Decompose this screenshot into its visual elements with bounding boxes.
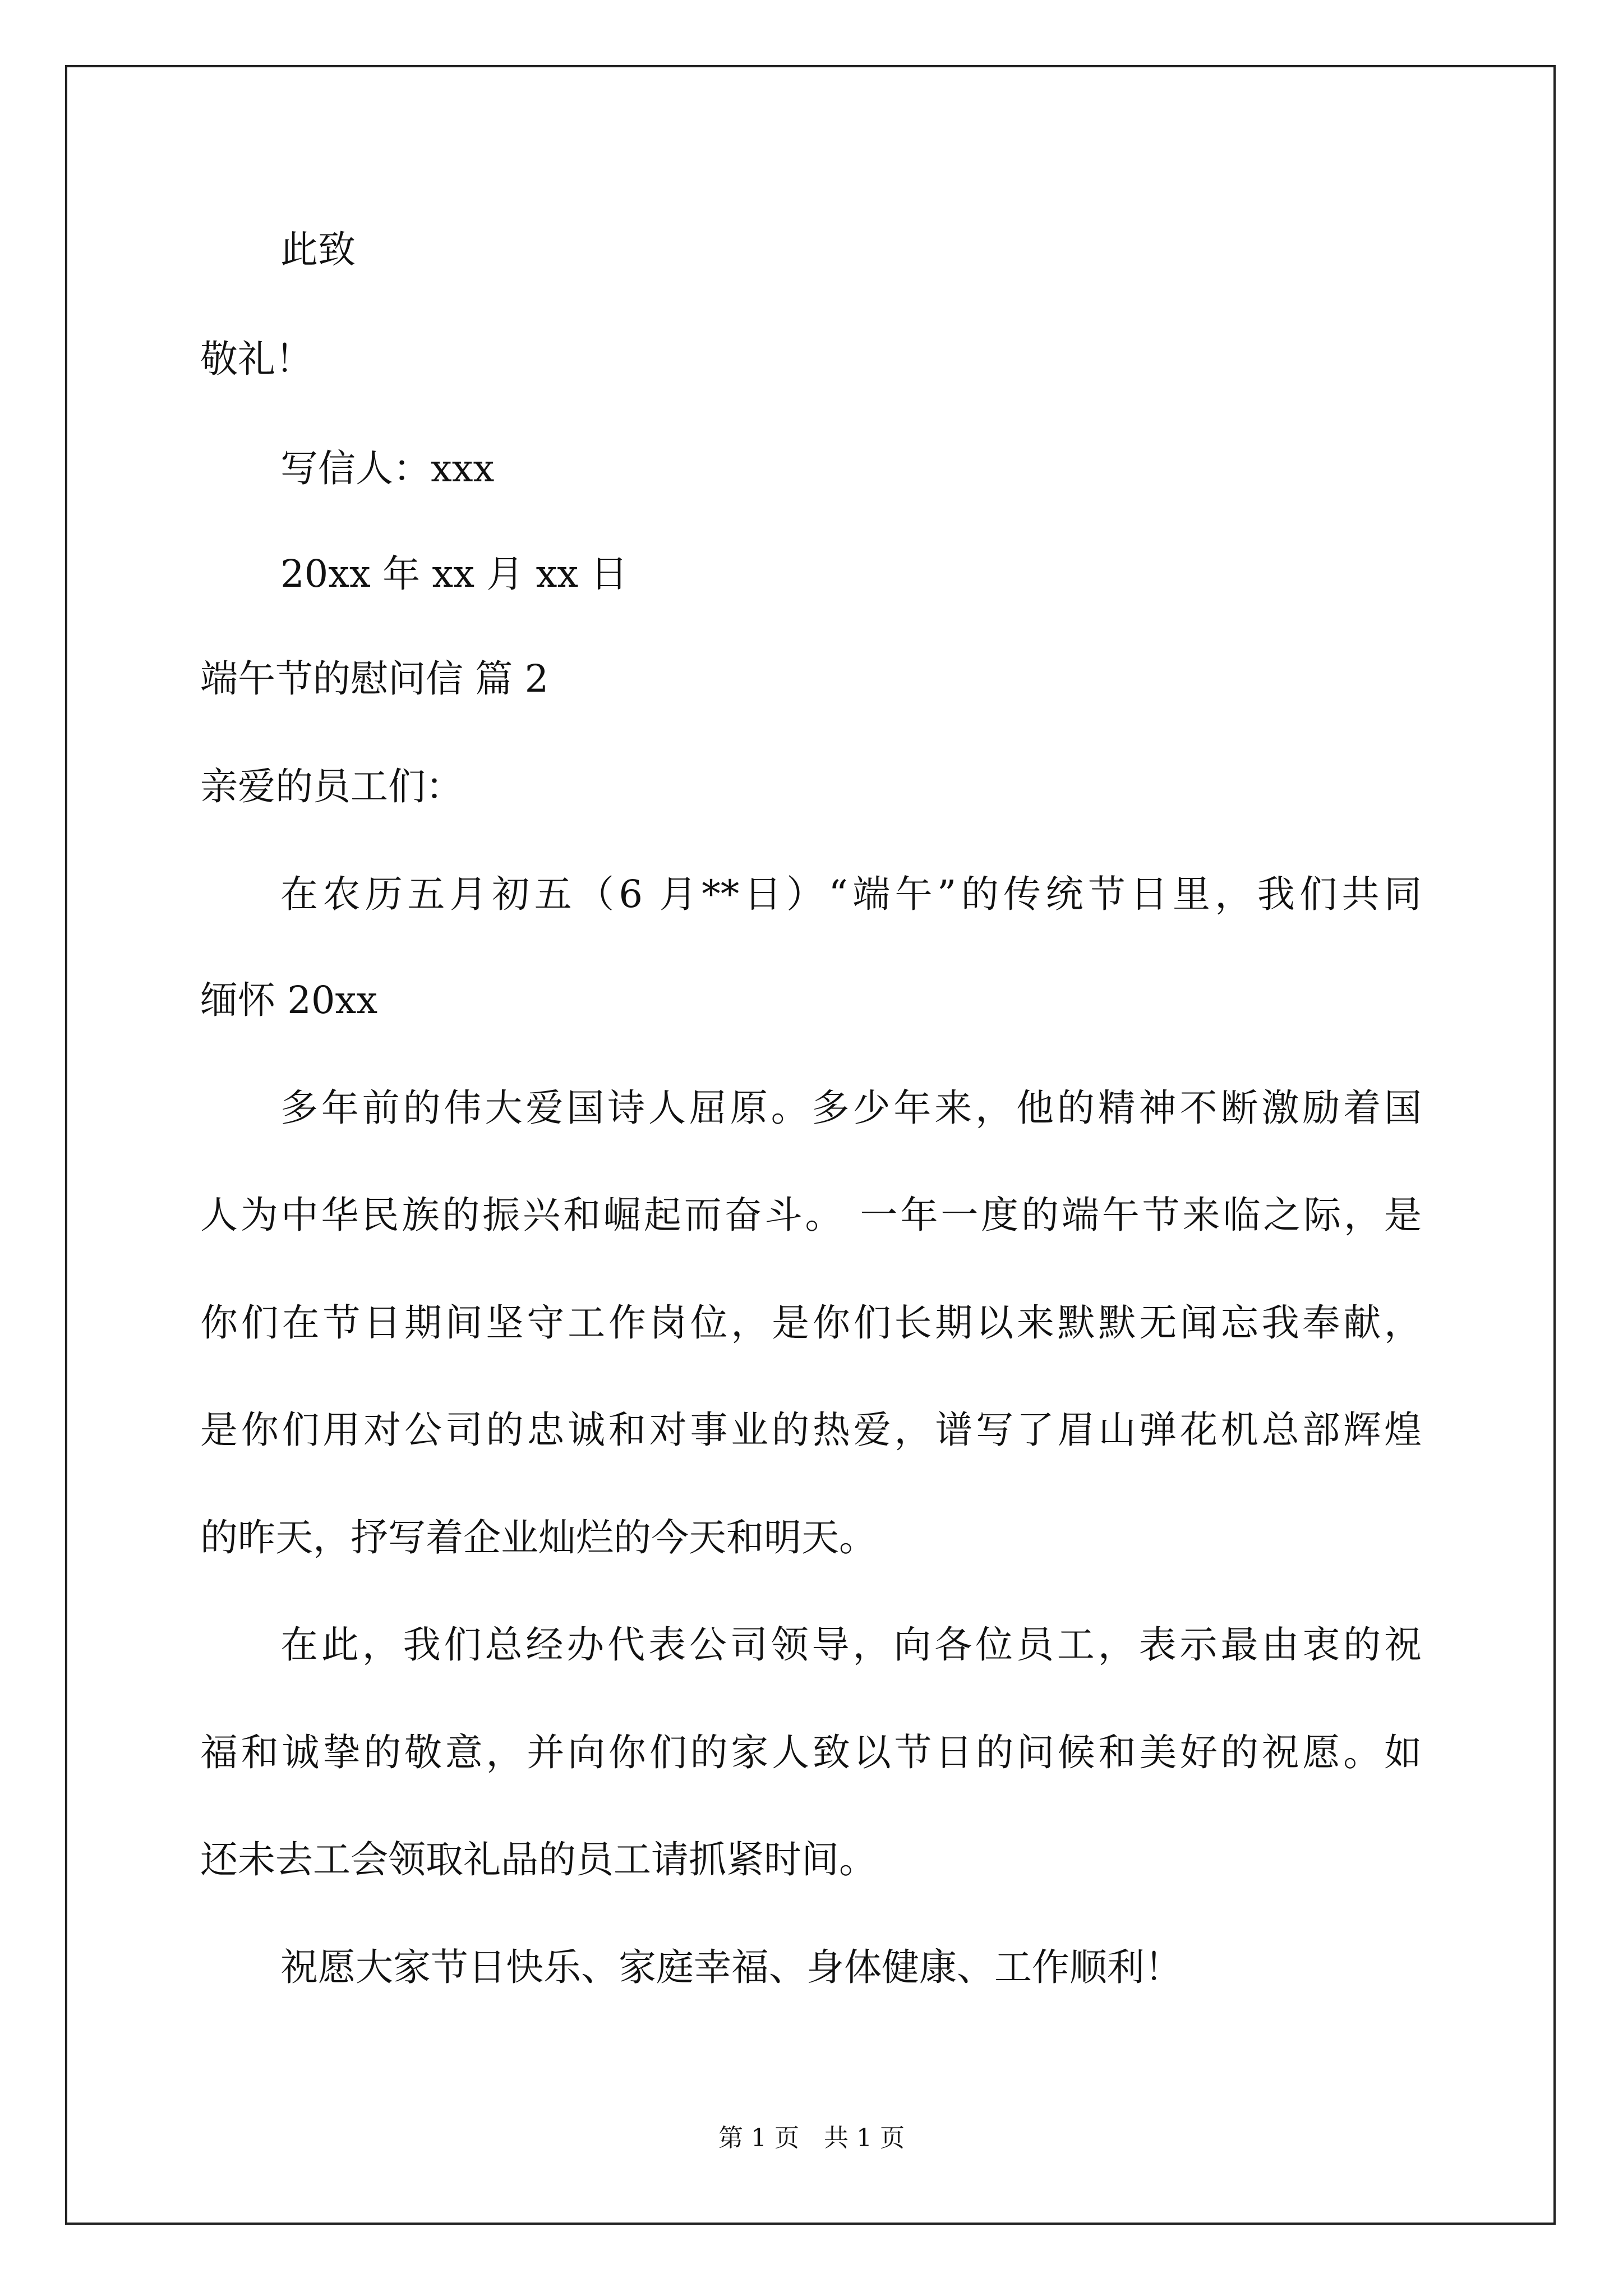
section-title: 端午节的慰问信 篇 2 <box>200 657 549 701</box>
body-line: 的昨天，抒写着企业灿烂的今天和明天。 <box>200 1516 877 1559</box>
body-line: 人为中华民族的振兴和崛起而奋斗。 一年一度的端午节来临之际，是 <box>200 1193 1422 1237</box>
date-line: 20xx 年 xx 月 xx 日 <box>280 552 628 596</box>
page-border <box>65 65 1556 2225</box>
body-line: 你们在节日期间坚守工作岗位，是你们长期以来默默无闻忘我奉献， <box>200 1301 1422 1345</box>
body-line: 缅怀 20xx <box>200 978 378 1022</box>
greeting-line: 亲爱的员工们： <box>200 765 463 808</box>
signer-line: 写信人：xxx <box>280 447 495 490</box>
page-number-footer: 第 1 页 共 1 页 <box>718 2124 905 2152</box>
body-line: 祝愿大家节日快乐、家庭幸福、身体健康、工作顺利！ <box>280 1945 1182 1989</box>
body-line: 是你们用对公司的忠诚和对事业的热爱，谱写了眉山弹花机总部辉煌 <box>200 1408 1422 1452</box>
closing-line: 此致 <box>280 228 356 272</box>
salute-line: 敬礼！ <box>200 337 313 381</box>
body-line: 多年前的伟大爱国诗人屈原。多少年来，他的精神不断激励着国 <box>280 1086 1422 1130</box>
body-line: 在此，我们总经办代表公司领导，向各位员工，表示最由衷的祝 <box>280 1623 1422 1667</box>
body-line: 福和诚挚的敬意，并向你们的家人致以节日的问候和美好的祝愿。如 <box>200 1731 1422 1774</box>
body-line: 还未去工会领取礼品的员工请抓紧时间。 <box>200 1838 877 1881</box>
body-line: 在农历五月初五（6 月**日）“端午”的传统节日里，我们共同 <box>280 872 1422 916</box>
